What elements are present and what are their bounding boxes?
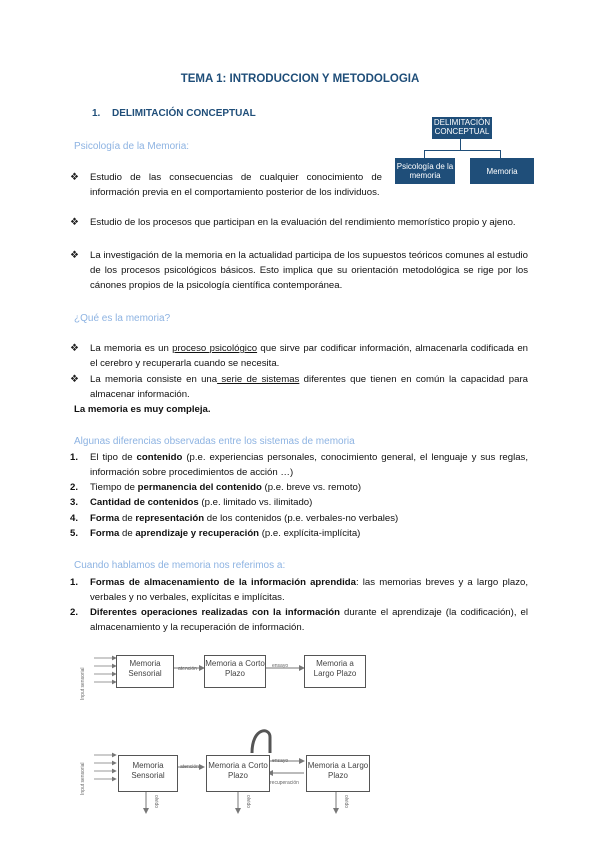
org-connector bbox=[460, 138, 461, 150]
diamond-bullet-icon: ❖ bbox=[70, 343, 79, 354]
section-heading bbox=[92, 106, 256, 121]
list-item: ❖ La memoria es un proceso psicológico que sirve par codificar información, almacenarla codificada en el cerebro y recuperarla cuando se necesita. bbox=[70, 343, 529, 369]
numbered-item: 2. Tiempo de permanencia del contenido (p.e. breve vs. remoto) bbox=[70, 482, 362, 493]
arrow-label-ensayo: ensayo bbox=[272, 758, 289, 764]
subheading-cuando: Cuando hablamos de memoria nos referimos a: bbox=[74, 560, 286, 571]
numbered-item: 1. Formas de almacenamiento de la información aprendida: las memorias breves y a largo plazo, verbales y no verbales, explícitas e implícitas. bbox=[70, 577, 528, 603]
org-chart-left: Psicología de la memoria bbox=[395, 158, 455, 184]
list-item: ❖ La memoria consiste en una serie de sistemas diferentes que tienen en común la capacidad para almacenar información. bbox=[70, 374, 528, 400]
numbered-item: 1. El tipo de contenido (p.e. experiencias personales, conocimiento general, el lenguaje y sus reglas, información sobre procedimientos de acción …) bbox=[70, 452, 528, 478]
underlined-term: serie de sistemas bbox=[217, 374, 300, 385]
section-number: 1. bbox=[92, 108, 101, 119]
org-connector bbox=[424, 150, 500, 151]
box-memoria-largo-plazo: Memoria a Largo Plazo bbox=[304, 655, 366, 688]
org-connector bbox=[500, 150, 501, 158]
subheading-psicologia: Psicología de la Memoria: bbox=[74, 141, 190, 152]
arrow-label-atencion: atención bbox=[178, 666, 197, 672]
numbered-item: 2. Diferentes operaciones realizadas con la información durante el aprendizaje (la codificación), el almacenamiento y la recuperación de información. bbox=[70, 607, 528, 633]
arrow-label-ensayo: ensayo bbox=[272, 663, 289, 669]
input-label: Input sensorial bbox=[80, 667, 86, 700]
arrow-label-atencion: atención bbox=[180, 764, 199, 770]
subheading-diferencias: Algunas diferencias observadas entre los sistemas de memoria bbox=[74, 436, 355, 447]
underlined-term: proceso psicológico bbox=[172, 343, 258, 354]
page-title: TEMA 1: INTRODUCCION Y METODOLOGIA bbox=[180, 73, 420, 85]
loss-label: olvido bbox=[245, 795, 251, 809]
box-memoria-sensorial: Memoria Sensorial bbox=[118, 755, 178, 792]
diamond-bullet-icon: ❖ bbox=[70, 374, 79, 385]
box-memoria-largo-plazo: Memoria a Largo Plazo bbox=[306, 755, 370, 792]
box-memoria-corto-plazo: Memoria a Corto Plazo bbox=[204, 655, 266, 688]
org-connector bbox=[424, 150, 425, 158]
list-item: ❖ La investigación de la memoria en la actualidad participa de los supuestos teóricos comunes al estudio de los procesos psicológicos básicos. Esto implica que su orientación metodológica se rige por los cánones propios de la psicología científica contemporánea. bbox=[70, 250, 528, 291]
conclusion-text: La memoria es muy compleja. bbox=[74, 404, 211, 415]
loss-label: olvido bbox=[343, 795, 349, 809]
loss-label: olvido bbox=[153, 795, 159, 809]
numbered-item: 5. Forma de aprendizaje y recuperación (p.e. explícita-implícita) bbox=[70, 528, 361, 539]
arrow-label-recuperacion: recuperación bbox=[270, 780, 299, 786]
box-memoria-sensorial: Memoria Sensorial bbox=[116, 655, 174, 688]
subheading-que-es: ¿Qué es la memoria? bbox=[74, 313, 171, 324]
section-label: DELIMITACIÓN CONCEPTUAL bbox=[112, 108, 256, 119]
loop-arrow bbox=[252, 731, 270, 753]
box-memoria-corto-plazo: Memoria a Corto Plazo bbox=[206, 755, 270, 792]
diamond-bullet-icon: ❖ bbox=[70, 250, 79, 261]
list-item: ❖ Estudio de los procesos que participan en la evaluación del rendimiento memorístico propio y ajeno. bbox=[70, 217, 516, 228]
list-item: ❖ Estudio de las consecuencias de cualquier conocimiento de información previa en el comportamiento posterior de los individuos. bbox=[70, 172, 382, 198]
diamond-bullet-icon: ❖ bbox=[70, 217, 79, 228]
diamond-bullet-icon: ❖ bbox=[70, 172, 79, 183]
numbered-item: 3. Cantidad de contenidos (p.e. limitado vs. ilimitado) bbox=[70, 497, 313, 508]
numbered-item: 4. Forma de representación de los contenidos (p.e. verbales-no verbales) bbox=[70, 513, 399, 524]
org-chart-top: DELIMITACIÓN CONCEPTUAL bbox=[432, 117, 492, 139]
input-label: Input sensorial bbox=[80, 762, 86, 795]
org-chart-right: Memoria bbox=[470, 158, 534, 184]
